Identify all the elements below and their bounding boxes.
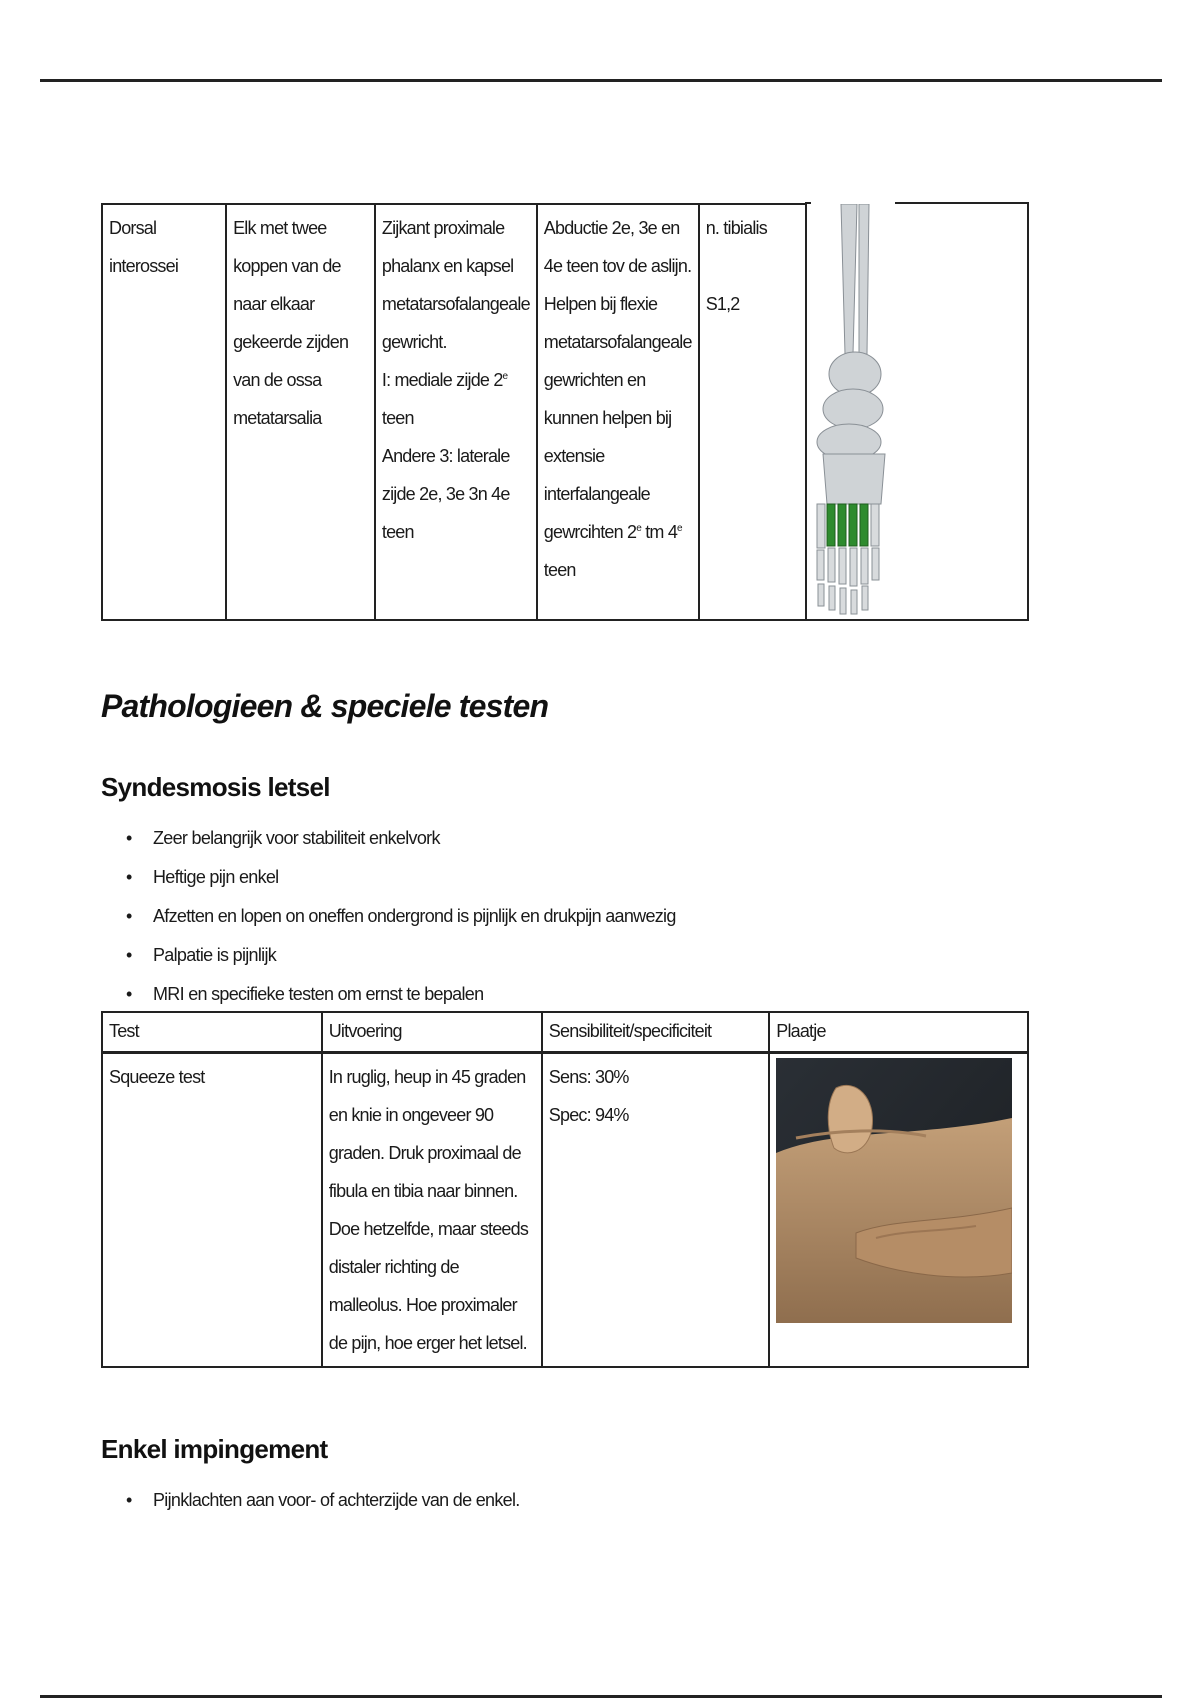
column-header: Test: [102, 1012, 322, 1053]
list-item: • Afzetten en lopen on oneffen ondergrond is pijnlijk en drukpijn aanwezig: [126, 897, 676, 936]
muscle-name: Dorsal interossei: [109, 218, 179, 276]
innervation-cell: [699, 204, 807, 620]
insertion-line: Andere 3: laterale zijde 2e, 3e 3n 4e teen: [381, 446, 510, 542]
sens-spec-cell: [542, 1053, 769, 1368]
muscle-table: [101, 203, 1029, 621]
image-cell: [806, 204, 1028, 620]
execution-cell: In ruglig, heup in 45 graden en knie in ongeveer 90 graden. Druk proximaal de fibula en tibia naar binnen. Doe hetzelfde, maar steeds distaler richting de malleolus. Hoe proximaler de pijn, hoe erger het letsel.: [322, 1053, 542, 1368]
list-item: • Pijnklachten aan voor- of achterzijde van de enkel.: [126, 1481, 520, 1520]
specificity-value: Spec: 94%: [548, 1105, 629, 1125]
list-item: • MRI en specifieke testen om ernst te bepalen: [126, 975, 676, 1014]
header-rule: [40, 79, 1162, 82]
test-table: [101, 1011, 1029, 1368]
foot-skeleton-illustration: [813, 204, 903, 616]
list-item: • Zeer belangrijk voor stabiliteit enkelvork: [126, 819, 676, 858]
origin-cell: [226, 204, 375, 620]
table-row: [102, 204, 1028, 620]
column-header: Uitvoering: [322, 1012, 542, 1053]
nerve-label: n. tibialis: [705, 218, 767, 238]
list-item: • Palpatie is pijnlijk: [126, 936, 676, 975]
squeeze-test-photo: [776, 1058, 1012, 1323]
muscle-origin: Elk met twee koppen van de naar elkaar gekeerde zijden van de ossa metatarsalia: [233, 218, 349, 428]
section-title: Pathologieen & speciele testen: [101, 688, 549, 724]
muscle-name-cell: [102, 204, 226, 620]
column-header: Plaatje: [769, 1012, 1028, 1053]
insertion-line: Zijkant proximale phalanx en kapsel metatarsofalangeale gewricht.: [381, 218, 530, 352]
column-header: Sensibiliteit/specificiteit: [542, 1012, 769, 1053]
sensitivity-value: Sens: 30%: [548, 1067, 629, 1087]
segment-label: S1,2: [705, 294, 740, 314]
test-name-cell: Squeeze test: [102, 1053, 322, 1368]
footer-rule: [40, 1695, 1162, 1698]
insertion-cell: [375, 204, 537, 620]
table-row: [102, 1053, 1028, 1368]
impingement-list: [126, 1481, 520, 1520]
syndesmosis-list: [126, 819, 676, 1014]
insertion-line: I: mediale zijde 2e teen: [381, 370, 508, 428]
list-item: • Heftige pijn enkel: [126, 858, 676, 897]
syndesmosis-heading: Syndesmosis letsel: [101, 772, 330, 802]
image-cell: [769, 1053, 1028, 1368]
table-header-row: [102, 1012, 1028, 1053]
impingement-heading: Enkel impingement: [101, 1434, 328, 1464]
function-cell: Abductie 2e, 3e en 4e teen tov de aslijn. Helpen bij flexie metatarsofalangeale gewrichten en kunnen helpen bij extensie interfalangeale gewrcihten 2e tm 4e teen: [537, 204, 699, 620]
